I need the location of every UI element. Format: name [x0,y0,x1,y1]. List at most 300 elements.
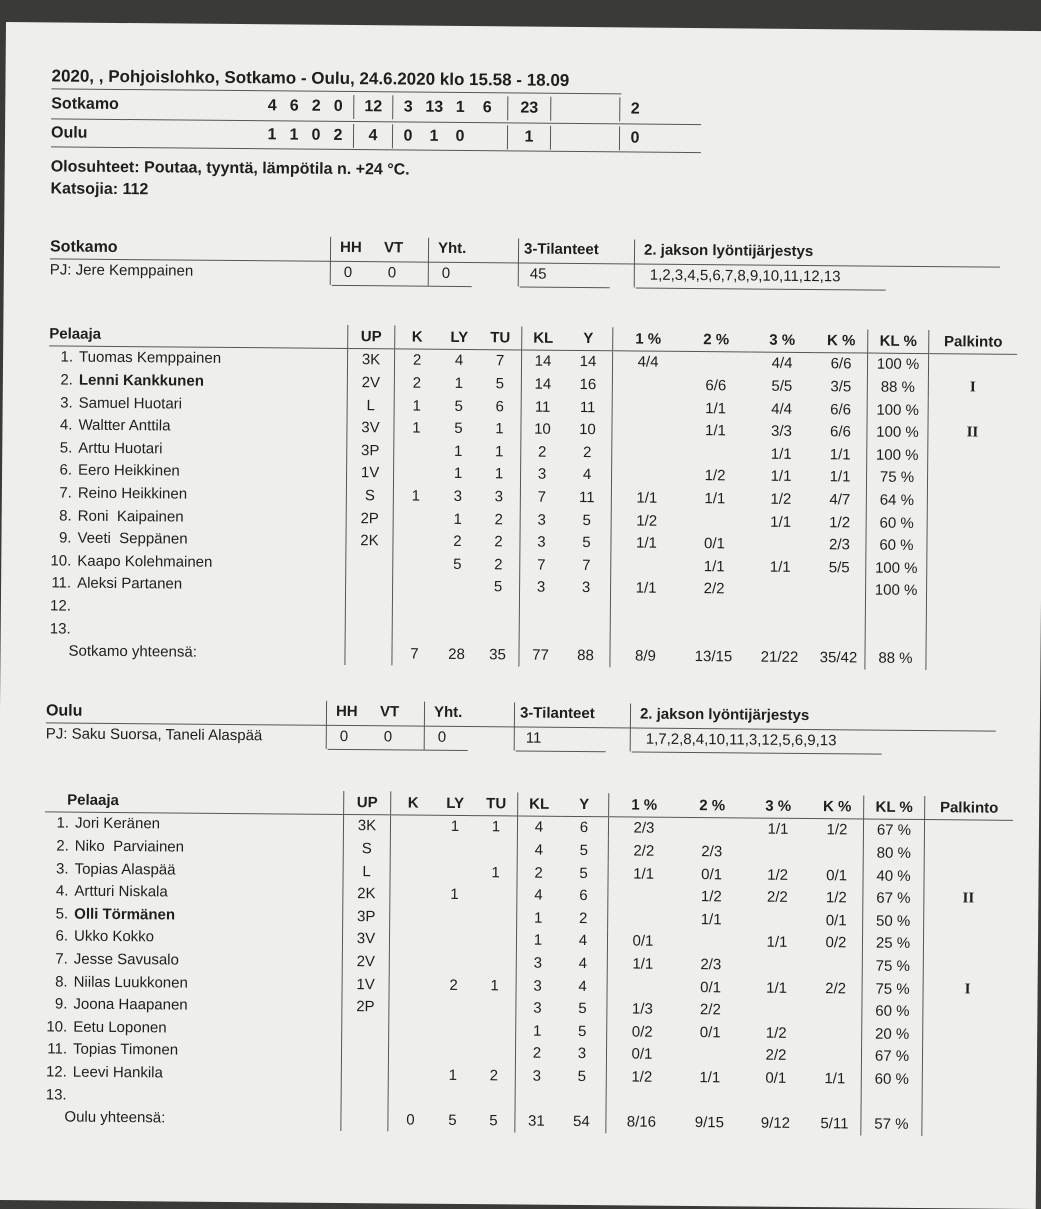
player-number: 5. [44,905,68,922]
divider [550,97,551,121]
pct1-cell: 1/2 [611,509,682,532]
pct3-cell: 1/1 [747,555,813,578]
pct1-cell [611,554,682,577]
klpct-cell: 75 % [866,466,927,489]
pct1-cell [608,885,679,908]
player-number: 3. [49,394,73,411]
score-cell: 4 [358,127,388,145]
k-cell [390,814,435,837]
kl-cell: 3 [516,974,559,997]
col-header: K [391,791,436,814]
score-cell: 1 [261,126,283,144]
player-name-cell [47,617,346,642]
up-cell [345,620,392,643]
ly-cell: 1 [433,1064,473,1087]
k-cell [389,973,434,996]
pctk-cell: 1/1 [809,1067,862,1090]
klpct-cell: 67 % [863,887,924,910]
player-name: Kaapo Kolehmainen [77,552,212,570]
pctk-cell: 6/6 [815,398,868,421]
tu-cell [473,996,516,1019]
player-name: Jesse Savusalo [74,951,179,969]
pctk-cell [813,579,866,602]
tu-cell [474,951,517,974]
yht-header: Yht. [438,240,466,257]
pct3-cell [747,623,813,646]
klpct-cell: 60 % [861,1068,922,1091]
player-name: Niko Parviainen [75,838,184,856]
pct3-cell: 1/1 [744,931,810,954]
up-cell: 2K [346,529,393,552]
pct2-cell: 1/1 [677,1066,743,1089]
prize-cell [924,842,1013,865]
prize-cell [928,353,1017,377]
col-header: LY [439,326,479,349]
tu-cell: 2 [478,508,521,531]
kl-cell: 3 [516,997,559,1020]
k-cell [393,507,438,530]
pctk-cell: 1/2 [811,818,864,842]
score-cell: 2 [624,100,646,118]
kl-cell: 3 [520,463,563,486]
col-header: LY [435,792,475,815]
player-number: 13. [43,1086,67,1103]
y-cell: 11 [564,396,613,419]
tu-cell [473,1019,516,1042]
score-cell: 1 [419,128,449,146]
y-cell: 5 [558,1020,607,1043]
player-name: Olli Törmänen [74,905,175,923]
ly-cell [437,598,477,621]
tilanteet-header: 3-Tilanteet [524,241,599,259]
player-name-cell [43,1083,342,1108]
score-cell: 0 [449,128,471,146]
player-name-cell [49,369,348,394]
player-number: 3. [45,860,69,877]
k-cell [393,530,438,553]
divider [518,238,519,286]
pct2-cell [677,1043,743,1066]
pctk-cell: 6/6 [815,352,868,376]
tu-cell [475,838,518,861]
pct3-cell: 1/1 [748,442,814,465]
klpct-cell: 67 % [861,1045,922,1068]
divider [428,238,429,286]
pct3-cell: 21/22 [746,646,812,669]
prize-cell: II [928,421,1017,444]
pct2-cell [679,817,745,841]
prize-cell [928,444,1017,467]
y-cell: 4 [563,463,612,486]
k-cell [389,996,434,1019]
prize-cell [927,467,1016,490]
up-cell: 2V [342,950,389,973]
player-name-cell [43,1015,342,1040]
ly-cell [435,838,475,861]
up-cell [341,1040,388,1063]
player-name-cell [47,595,346,620]
pct2-cell: 2/3 [678,953,744,976]
pctk-cell [809,1045,862,1068]
pct3-cell [744,954,810,977]
prize-cell [924,819,1013,843]
player-name-cell [44,970,343,995]
pctk-cell [809,1022,862,1045]
ly-cell [437,575,477,598]
player-number: 6. [44,928,68,945]
klpct-cell: 20 % [862,1022,923,1045]
score-cell: 1 [512,128,546,146]
pct2-cell [683,351,749,375]
pctk-cell: 0/1 [810,909,863,932]
pct2-cell: 6/6 [683,374,749,397]
klpct-cell: 50 % [863,909,924,932]
player-name-cell [44,948,343,973]
y-cell: 2 [559,907,608,930]
score-cell: 4 [261,97,283,115]
col-header: TU [479,326,522,349]
tu-cell: 1 [478,463,521,486]
player-name-cell [48,504,347,529]
ly-cell [434,928,474,951]
col-header: 3 % [749,328,815,352]
pct1-cell: 1/1 [611,486,682,509]
pct1-cell: 0/1 [607,930,678,953]
pct1-cell: 0/1 [606,1043,677,1066]
player-name-cell [44,902,343,927]
score-cell: 13 [419,99,449,117]
score-cell [555,109,615,110]
pct3-cell [747,578,813,601]
ly-cell [433,996,473,1019]
score-cell: 0 [327,98,349,116]
kl-cell: 2 [521,440,564,463]
player-name: Niilas Luukkonen [74,973,188,991]
ly-cell: 5 [438,417,478,440]
pctk-cell [809,999,862,1022]
coach-name: PJ: Jere Kemppainen [50,261,194,279]
k-cell [390,883,435,906]
score-cell: 2 [327,127,349,145]
hh-header: HH [336,703,358,720]
player-number: 10. [47,552,71,569]
up-cell: 3K [343,814,390,838]
col-header: Pelaaja [49,322,348,348]
ly-cell: 1 [435,815,475,838]
player-name-cell [44,880,343,905]
up-cell: S [346,484,393,507]
pct3-cell [745,841,811,864]
klpct-cell: 60 % [866,511,927,534]
klpct-cell: 100 % [867,443,928,466]
tu-cell [477,598,520,621]
totals-label: Sotkamo yhteensä: [46,640,345,665]
y-cell: 4 [559,975,608,998]
tu-cell [474,883,517,906]
pct1-cell: 1/1 [608,862,679,885]
pctk-cell: 1/2 [814,511,867,534]
tu-cell: 2 [477,530,520,553]
tu-cell: 1 [478,418,521,441]
pct1-cell [610,599,681,622]
pct2-cell: 0/1 [681,532,747,555]
ly-cell: 1 [438,462,478,485]
klpct-cell: 64 % [866,489,927,512]
pct3-cell: 1/2 [748,488,814,511]
player-stats-table [42,788,1013,1136]
prize-cell [926,647,1015,670]
vt-header: VT [380,703,399,720]
kl-cell: 3 [516,952,559,975]
pct2-cell: 0/1 [678,863,744,886]
kl-cell: 4 [517,884,560,907]
prize-cell [923,933,1012,956]
score-cell: 2 [305,98,327,116]
ly-cell [437,621,477,644]
pct2-cell [681,600,747,623]
tilanteet-header: 3-Tilanteet [520,705,595,723]
ly-cell: 5 [437,553,477,576]
kl-cell: 11 [521,395,564,418]
player-name: Artturi Niskala [74,883,168,901]
pct1-cell [612,419,683,442]
klpct-cell: 100 % [867,353,928,377]
team-name: Oulu [46,702,83,720]
ly-cell [433,1019,473,1042]
y-cell [562,622,611,645]
player-number: 7. [48,484,72,501]
player-name-cell [45,835,344,860]
kl-cell: 4 [517,816,560,839]
k-cell [392,620,437,643]
klpct-cell [861,1090,922,1113]
k-cell [390,905,435,928]
tu-cell: 35 [476,643,519,666]
col-header: UP [344,791,391,815]
up-cell: S [343,837,390,860]
kl-cell: 1 [516,1019,559,1042]
player-name: Eero Heikkinen [78,462,180,480]
player-name: Jori Keränen [75,815,160,833]
match-title: 2020, , Pohjoislohko, Sotkamo - Oulu, 24.6.2020 klo 15.58 - 18.09 [51,66,621,94]
klpct-cell: 100 % [867,421,928,444]
klpct-cell: 100 % [865,579,926,602]
player-number: 6. [48,462,72,479]
pct1-cell: 2/3 [608,816,679,840]
kl-cell: 2 [515,1042,558,1065]
player-name: Lenni Kankkunen [79,372,204,390]
player-name: Topias Alaspää [75,860,176,878]
kl-cell: 31 [515,1110,558,1133]
player-name-cell [47,572,346,597]
score-row-home [51,92,646,121]
player-number: 10. [43,1018,67,1035]
player-number: 2. [49,371,73,388]
k-cell [389,928,434,951]
player-number: 2. [45,837,69,854]
prize-cell [927,512,1016,535]
k-cell [394,439,439,462]
pctk-cell: 1/2 [810,886,863,909]
pct2-cell: 1/1 [682,419,748,442]
divider [634,239,635,287]
ly-cell: 2 [434,974,474,997]
player-number: 11. [47,575,71,592]
up-cell: 3V [347,416,394,439]
pctk-cell: 35/42 [812,646,865,669]
up-cell: 2V [347,371,394,394]
pct2-cell: 13/15 [680,645,746,668]
player-rows [46,345,1017,670]
hh-value: 0 [344,264,352,281]
tu-cell: 6 [479,395,522,418]
up-cell [346,552,393,575]
score-team-name: Sotkamo [51,95,261,115]
up-cell [342,1018,389,1041]
up-cell: 3P [343,905,390,928]
prize-cell [926,602,1015,625]
prize-cell: I [923,978,1012,1001]
pct2-cell [678,930,744,953]
kl-cell: 3 [515,1065,558,1088]
y-cell: 7 [562,554,611,577]
klpct-cell [865,602,926,625]
player-number: 1. [45,815,69,832]
score-team-name: Oulu [51,124,261,144]
pct1-cell: 4/4 [612,350,683,374]
pct3-cell: 1/1 [745,818,811,842]
prize-cell [927,489,1016,512]
player-name-cell [43,993,342,1018]
divider [330,237,331,285]
pctk-cell [813,624,866,647]
ly-cell: 1 [439,372,479,395]
kl-cell: 7 [520,553,563,576]
k-cell [388,1086,433,1109]
y-cell: 88 [561,644,610,667]
divider [326,701,327,749]
up-cell [341,1063,388,1086]
player-name-cell [43,1038,342,1063]
score-cell: 1 [283,126,305,144]
pct2-cell: 2/2 [681,577,747,600]
pct3-cell: 3/3 [748,420,814,443]
vt-value: 0 [384,728,392,745]
divider [392,124,393,148]
pct1-cell: 1/1 [611,532,682,555]
tu-cell [474,906,517,929]
k-cell: 2 [394,372,439,395]
pct1-cell [611,464,682,487]
y-cell [558,1088,607,1111]
player-stats-table [46,322,1017,670]
player-number: 9. [43,996,67,1013]
k-cell [389,951,434,974]
pct1-cell: 8/16 [606,1111,677,1134]
klpct-cell: 60 % [866,534,927,557]
col-header: K [395,325,440,348]
klpct-cell [865,624,926,647]
col-header: KL [522,327,565,350]
col-header: UP [348,325,395,349]
kl-cell [519,621,562,644]
divider [516,750,606,752]
coach-name: PJ: Saku Suorsa, Taneli Alaspää [46,725,263,744]
pctk-cell: 6/6 [814,420,867,443]
up-cell: 1V [346,462,393,485]
pct1-cell [607,975,678,998]
divider [550,126,551,150]
yht-value: 0 [442,265,450,282]
klpct-cell: 75 % [862,977,923,1000]
pct1-cell: 2/2 [608,839,679,862]
player-name-cell [47,549,346,574]
k-cell [390,838,435,861]
pct3-cell [743,999,809,1022]
vt-header: VT [384,239,403,256]
k-cell [388,1064,433,1087]
divider [328,749,468,751]
pctk-cell: 1/1 [814,443,867,466]
up-cell: 3K [347,348,394,372]
col-header: 2 % [683,328,749,352]
k-cell [390,860,435,883]
divider [619,126,620,150]
pct2-cell: 1/1 [681,555,747,578]
ly-cell: 28 [436,643,476,666]
tu-cell [477,621,520,644]
y-cell: 5 [558,1065,607,1088]
k-cell: 7 [392,643,437,666]
pct2-cell: 1/2 [682,464,748,487]
divider [424,702,425,750]
totals-label: Oulu yhteensä: [42,1106,341,1131]
k-cell: 1 [394,417,439,440]
pct2-cell: 0/1 [678,976,744,999]
pct1-cell: 1/3 [607,998,678,1021]
ly-cell [433,1086,473,1109]
kl-cell: 1 [517,906,560,929]
kl-cell: 10 [521,418,564,441]
score-cell [555,138,615,139]
tu-cell: 1 [474,974,517,997]
divider [619,97,620,121]
divider [353,95,354,119]
pct1-cell [610,622,681,645]
pct2-cell [677,1089,743,1112]
player-name: Eetu Loponen [73,1018,167,1036]
divider [630,703,631,751]
score-cell: 0 [397,127,419,145]
y-cell: 10 [563,418,612,441]
pct2-cell: 1/1 [683,397,749,420]
pctk-cell [813,601,866,624]
divider [392,95,393,119]
ly-cell: 1 [438,440,478,463]
col-header: Pelaaja [45,788,344,814]
kl-cell [515,1087,558,1110]
klpct-cell: 75 % [862,955,923,978]
col-header: KL % [864,796,925,820]
kl-cell [519,599,562,622]
pct1-cell: 1/2 [606,1065,677,1088]
up-cell: 3V [342,928,389,951]
player-name: Topias Timonen [73,1041,178,1059]
up-cell [345,597,392,620]
pct1-cell [612,373,683,396]
prize-cell [922,1091,1011,1114]
col-header: K % [811,795,864,819]
